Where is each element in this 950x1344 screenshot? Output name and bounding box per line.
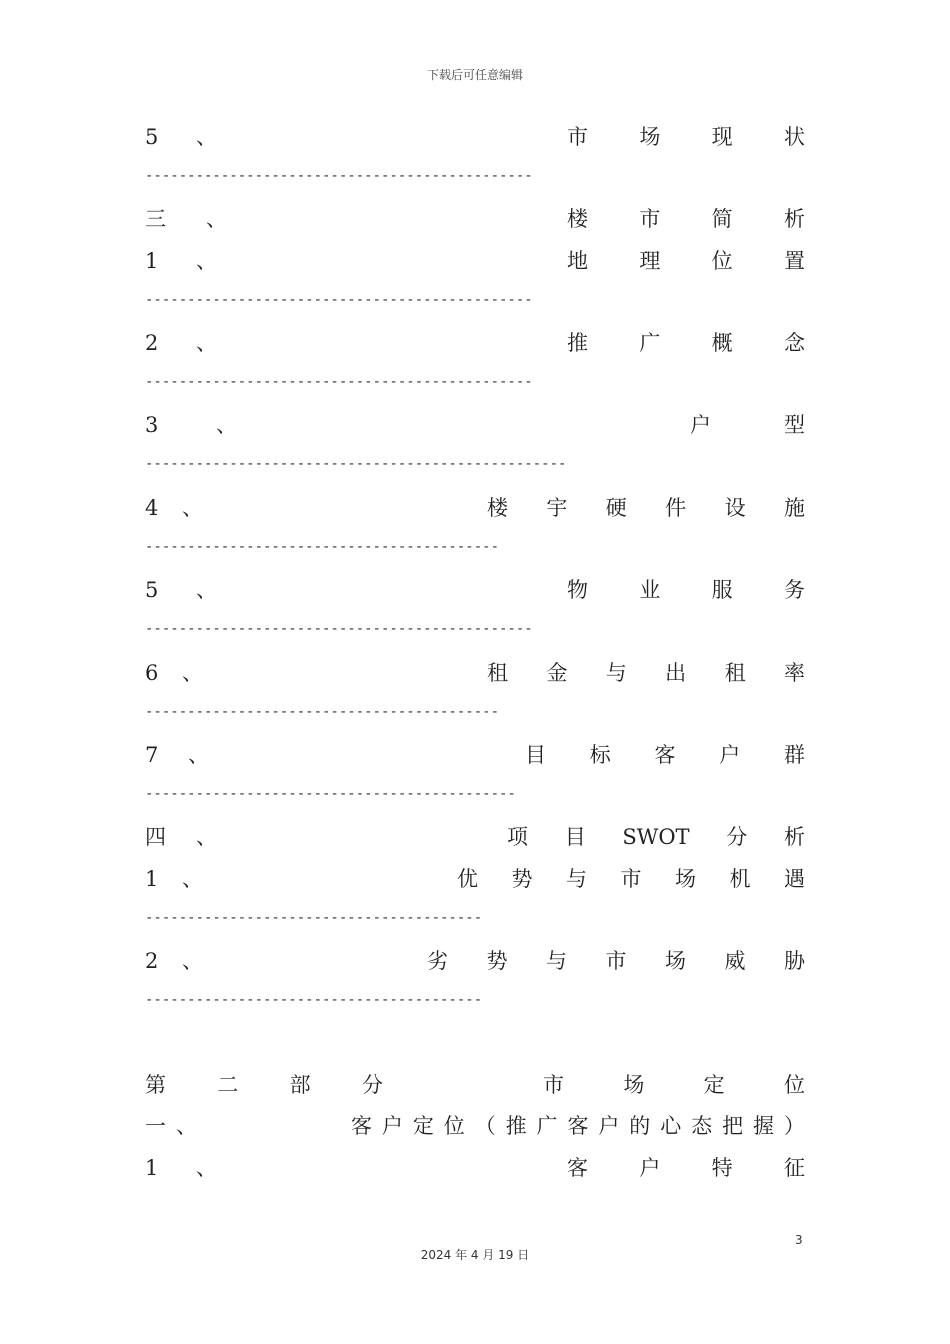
toc-entry-title: 劣 势 与 市 场 威 胁 xyxy=(427,949,805,973)
toc-entry xyxy=(145,865,805,893)
toc-entry-title: 目 标 客 户 群 xyxy=(525,743,805,767)
toc-entry-number: 4 、 xyxy=(145,496,203,520)
toc-entry-number: 2 、 xyxy=(145,331,217,355)
dotted-leader: ---------------------------------------------- xyxy=(145,374,533,390)
toc-entry-title: 优 势 与 市 场 机 遇 xyxy=(457,867,805,891)
toc-entry-title: 物 业 服 务 xyxy=(567,578,805,602)
dotted-leader: ---------------------------------------------- xyxy=(145,168,533,184)
toc-entry-number: 6 、 xyxy=(145,661,203,685)
toc-entry-number: 2 、 xyxy=(145,949,203,973)
toc-entry-title: 地 理 位 置 xyxy=(567,249,805,273)
toc-entry-number: 第 二 部 分 xyxy=(145,1073,383,1097)
dotted-leader: -------------------------------------------------- xyxy=(145,456,567,472)
toc-entry-title: 楼 宇 硬 件 设 施 xyxy=(487,496,805,520)
page-number: 3 xyxy=(795,1233,803,1247)
dotted-leader: ---------------------------------------------- xyxy=(145,292,533,308)
toc-entry-title: 客 户 特 征 xyxy=(567,1156,805,1180)
toc-entry xyxy=(145,247,805,275)
toc-entry-title: 楼 市 简 析 xyxy=(567,207,805,231)
toc-entry-number: 5 、 xyxy=(145,125,217,149)
footer-date: 2024 年 4 月 19 日 xyxy=(420,1248,530,1262)
dotted-leader: ---------------------------------------------- xyxy=(145,621,533,637)
toc-entry-title: 项 目 SWOT 分 析 xyxy=(507,825,805,849)
toc-entry-number: 三 、 xyxy=(145,207,227,231)
dotted-leader: ------------------------------------------ xyxy=(145,704,500,720)
toc-entry xyxy=(145,1071,805,1099)
dotted-leader: -------------------------------------------- xyxy=(145,786,516,802)
toc-entry xyxy=(145,659,805,687)
toc-entry-number: 7 、 xyxy=(145,743,209,767)
toc-entry-number: 1 、 xyxy=(145,249,217,273)
toc-entry xyxy=(145,123,805,151)
toc-entry-title: 推 广 概 念 xyxy=(567,331,805,355)
toc-entry-title: 租 金 与 出 租 率 xyxy=(487,661,805,685)
page-header: 下载后可任意编辑 xyxy=(426,68,523,82)
toc-entry xyxy=(145,741,805,769)
toc-entry xyxy=(145,494,805,522)
toc-entry-number: 5 、 xyxy=(145,578,217,602)
toc-entry-title: 客 户 定 位 （ 推 广 客 户 的 心 态 把 握 ） xyxy=(351,1114,805,1138)
dotted-leader: ---------------------------------------- xyxy=(145,910,483,926)
toc-entry xyxy=(145,205,805,233)
toc-entry-title: 市 场 定 位 xyxy=(543,1073,805,1097)
toc-entry xyxy=(145,576,805,604)
toc-entry xyxy=(145,947,805,975)
toc-entry-number: 3 、 xyxy=(145,413,237,437)
toc-entry xyxy=(145,329,805,357)
toc-entry-title: 户 型 xyxy=(690,413,805,437)
dotted-leader: ------------------------------------------ xyxy=(145,539,500,555)
toc-entry-title: 市 场 现 状 xyxy=(567,125,805,149)
dotted-leader: ---------------------------------------- xyxy=(145,992,483,1008)
toc-entry-number: 1 、 xyxy=(145,1156,217,1180)
toc-entry xyxy=(145,1112,805,1140)
toc-entry xyxy=(145,411,805,439)
toc-entry xyxy=(145,823,805,851)
toc-entry-number: 四 、 xyxy=(145,825,217,849)
toc-entry-number: 1 、 xyxy=(145,867,203,891)
toc-entry xyxy=(145,1154,805,1182)
toc-entry-number: 一 、 xyxy=(145,1114,197,1138)
